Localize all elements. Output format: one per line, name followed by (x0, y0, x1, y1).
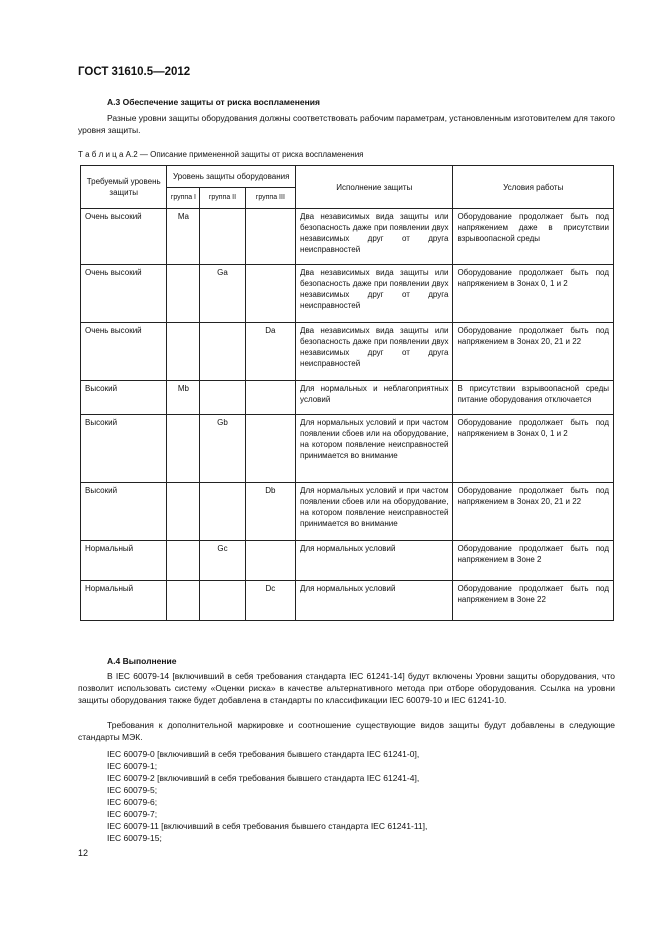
table-row (81, 323, 614, 381)
header-epl: Уровень защиты оборудования (167, 166, 296, 188)
header-group-2: группа II (200, 187, 245, 209)
cell-group-2: Gb (200, 415, 245, 483)
cell-group-3 (245, 541, 295, 581)
cell-level: Высокий (81, 381, 167, 415)
cell-execution: Для нормальных и неблагоприятных условий (296, 381, 453, 415)
cell-execution: Два независимых вида защиты или безопасность даже при появлении двух независимых друг от друга неисправностей (296, 209, 453, 265)
cell-group-1: Mb (167, 381, 200, 415)
table-row (81, 581, 614, 621)
section-a3-heading: А.3 Обеспечение защиты от риска воспламенения (107, 97, 320, 107)
cell-level: Очень высокий (81, 209, 167, 265)
cell-execution: Для нормальных условий (296, 581, 453, 621)
section-a4-paragraph-1: В IEC 60079-14 [включивший в себя требования стандарта IEC 61241-14] будут включены Уровни защиты оборудования, что позволит использовать систему «Оценки риска» в качестве альтернативного метода при отборе оборудования. Ссылка на уровни защиты оборудования также будет добавлена в стандарты по классификации IEC 60079-10 и IEC 61241-10. (78, 671, 615, 705)
cell-group-3: Db (245, 483, 295, 541)
cell-conditions: Оборудование продолжает быть под напряжением даже в присутствии взрывоопасной среды (453, 209, 614, 265)
page-number: 12 (78, 848, 89, 858)
cell-group-2 (200, 581, 245, 621)
cell-conditions: Оборудование продолжает быть под напряжением в Зонах 20, 21 и 22 (453, 483, 614, 541)
cell-group-3 (245, 415, 295, 483)
cell-group-2 (200, 381, 245, 415)
cell-level: Нормальный (81, 581, 167, 621)
list-item: IEC 60079-0 [включивший в себя требования бывшего стандарта IEC 61241-0], (107, 749, 420, 759)
list-item: IEC 60079-11 [включивший в себя требования бывшего стандарта IEC 61241-11], (107, 821, 428, 831)
standards-list (78, 748, 615, 844)
table-row (81, 265, 614, 323)
section-a4-paragraph-2: Требования к дополнительной маркировке и соотношение существующие видов защиты будут добавлены в следующие стандарты МЭК. (78, 720, 615, 742)
cell-execution: Для нормальных условий и при частом появлении сбоев или на оборудование, на котором появление неисправностей принимается во внимание (296, 483, 453, 541)
cell-group-2 (200, 483, 245, 541)
cell-group-1 (167, 265, 200, 323)
header-execution: Исполнение защиты (296, 166, 453, 209)
cell-group-3 (245, 381, 295, 415)
cell-group-2 (200, 323, 245, 381)
header-group-3: группа III (245, 187, 295, 209)
cell-group-1: Ma (167, 209, 200, 265)
header-group-1: группа I (167, 187, 200, 209)
cell-conditions: Оборудование продолжает быть под напряжением в Зоне 22 (453, 581, 614, 621)
document-header: ГОСТ 31610.5—2012 (78, 66, 191, 78)
list-item: IEC 60079-15; (107, 833, 162, 843)
table-row (81, 381, 614, 415)
cell-group-3 (245, 265, 295, 323)
cell-execution: Для нормальных условий и при частом появлении сбоев или на оборудование, на котором появление неисправностей принимается во внимание (296, 415, 453, 483)
cell-level: Очень высокий (81, 323, 167, 381)
cell-group-1 (167, 483, 200, 541)
cell-group-1 (167, 415, 200, 483)
header-required-level: Требуемый уровень защиты (81, 166, 167, 209)
table-row (81, 415, 614, 483)
table-row (81, 541, 614, 581)
cell-level: Нормальный (81, 541, 167, 581)
list-item: IEC 60079-1; (107, 761, 158, 771)
cell-group-2: Ga (200, 265, 245, 323)
cell-group-1 (167, 581, 200, 621)
cell-group-1 (167, 323, 200, 381)
section-a4-heading: А.4 Выполнение (107, 656, 177, 666)
table-header-row (81, 166, 614, 188)
list-item: IEC 60079-6; (107, 797, 158, 807)
cell-group-2: Gc (200, 541, 245, 581)
cell-group-3: Dc (245, 581, 295, 621)
cell-execution: Для нормальных условий (296, 541, 453, 581)
cell-group-1 (167, 541, 200, 581)
table-caption: Т а б л и ц а А.2 — Описание примененной защиты от риска воспламенения (78, 150, 364, 159)
cell-conditions: Оборудование продолжает быть под напряжением в Зонах 20, 21 и 22 (453, 323, 614, 381)
cell-group-2 (200, 209, 245, 265)
cell-group-3: Da (245, 323, 295, 381)
cell-level: Высокий (81, 415, 167, 483)
cell-level: Высокий (81, 483, 167, 541)
list-item: IEC 60079-7; (107, 809, 158, 819)
cell-conditions: Оборудование продолжает быть под напряжением в Зонах 0, 1 и 2 (453, 415, 614, 483)
cell-conditions: Оборудование продолжает быть под напряжением в Зоне 2 (453, 541, 614, 581)
cell-execution: Два независимых вида защиты или безопасность даже при появлении двух независимых друг от друга неисправностей (296, 323, 453, 381)
table-row (81, 483, 614, 541)
list-item: IEC 60079-5; (107, 785, 158, 795)
section-a3-text: Разные уровни защиты оборудования должны соответствовать рабочим параметрам, установленным изготовителем для такого уровня защиты. (78, 113, 615, 135)
header-conditions: Условия работы (453, 166, 614, 209)
cell-conditions: Оборудование продолжает быть под напряжением в Зонах 0, 1 и 2 (453, 265, 614, 323)
protection-table (80, 165, 614, 621)
table-row (81, 209, 614, 265)
cell-level: Очень высокий (81, 265, 167, 323)
cell-group-3 (245, 209, 295, 265)
cell-execution: Два независимых вида защиты или безопасность даже при появлении двух независимых друг от друга неисправностей (296, 265, 453, 323)
cell-conditions: В присутствии взрывоопасной среды питание оборудования отключается (453, 381, 614, 415)
list-item: IEC 60079-2 [включивший в себя требования бывшего стандарта IEC 61241-4], (107, 773, 420, 783)
